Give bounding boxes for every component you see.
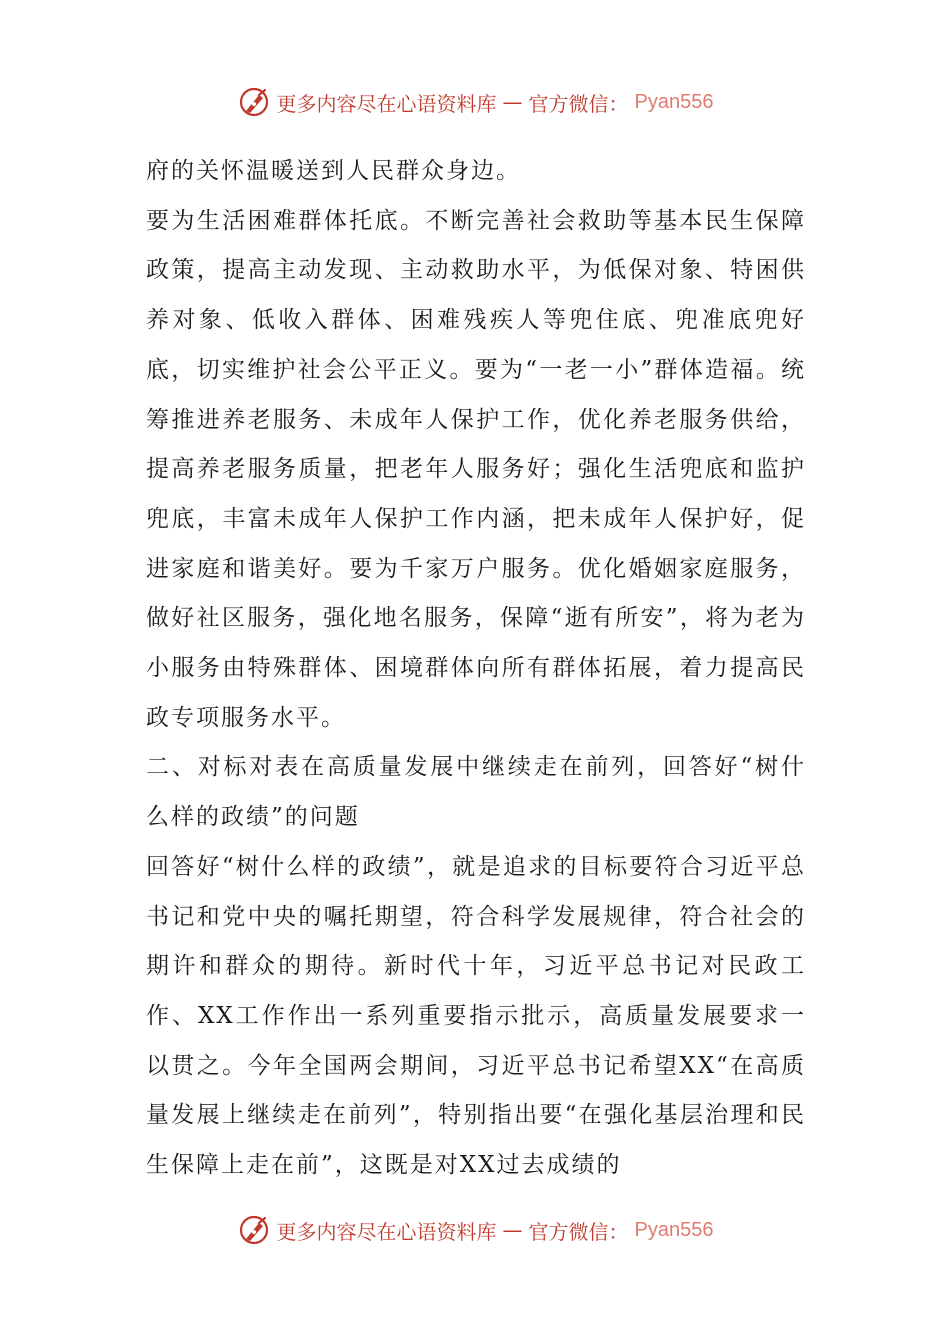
header-wechat-handle: Pyan556 [634,90,714,113]
footer-official-label: 官方微信： [528,1219,629,1244]
header-official-label: 官方微信： [528,91,629,116]
pen-nib-logo-icon [237,1213,271,1247]
section-heading-two: 二、对标对表在高质量发展中继续走在前列，回答好“树什么样的政绩”的问题 [146,754,806,831]
header-brand-text: 更多内容尽在心语资料库 [276,91,497,116]
document-body [146,147,806,1191]
body-paragraph-support-groups: 要为生活困难群体托底。不断完善社会救助等基本民生保障政策，提高主动发现、主动救助水平，为低保对象、特困供养对象、低收入群体、困难残疾人等兜住底、兜准底兜好底，切实维护社会公平正义。要为“一老一小”群体造福。统筹推进养老服务、未成年人保护工作，优化养老服务供给，提高养老服务质量，把老年人服务好；强化生活兜底和监护兜底，丰富未成年人保护工作内涵，把未成年人保护好，促进家庭和谐美好。要为千家万户服务。优化婚姻家庭服务，做好社区服务，强化地名服务，保障“逝有所安”，将为老为小服务由特殊群体、困境群体向所有群体拓展，着力提高民政专项服务水平。 [146,207,806,731]
header-dash: — [502,90,523,114]
footer-dash: — [502,1218,523,1242]
body-paragraph-achievements: 回答好“树什么样的政绩”，就是追求的目标要符合习近平总书记和党中央的嘱托期望，符合科学发展规律，符合社会的期许和群众的期待。新时代十年，习近平总书记对民政工作、XX工作作出一系列重要指示批示，高质量发展要求一以贯之。今年全国两会期间，习近平总书记希望XX“在高质量发展上继续走在前列”，特别指出要“在强化基层治理和民生保障上走在前”，这既是对XX过去成绩的 [146,853,806,1179]
footer-wechat-handle: Pyan556 [634,1218,714,1241]
footer-banner [0,1213,950,1247]
body-paragraph-continuation: 府的关怀温暖送到人民群众身边。 [146,158,521,184]
footer-brand-text: 更多内容尽在心语资料库 [276,1219,497,1244]
header-banner [0,85,950,119]
pen-nib-logo-icon [237,85,271,119]
